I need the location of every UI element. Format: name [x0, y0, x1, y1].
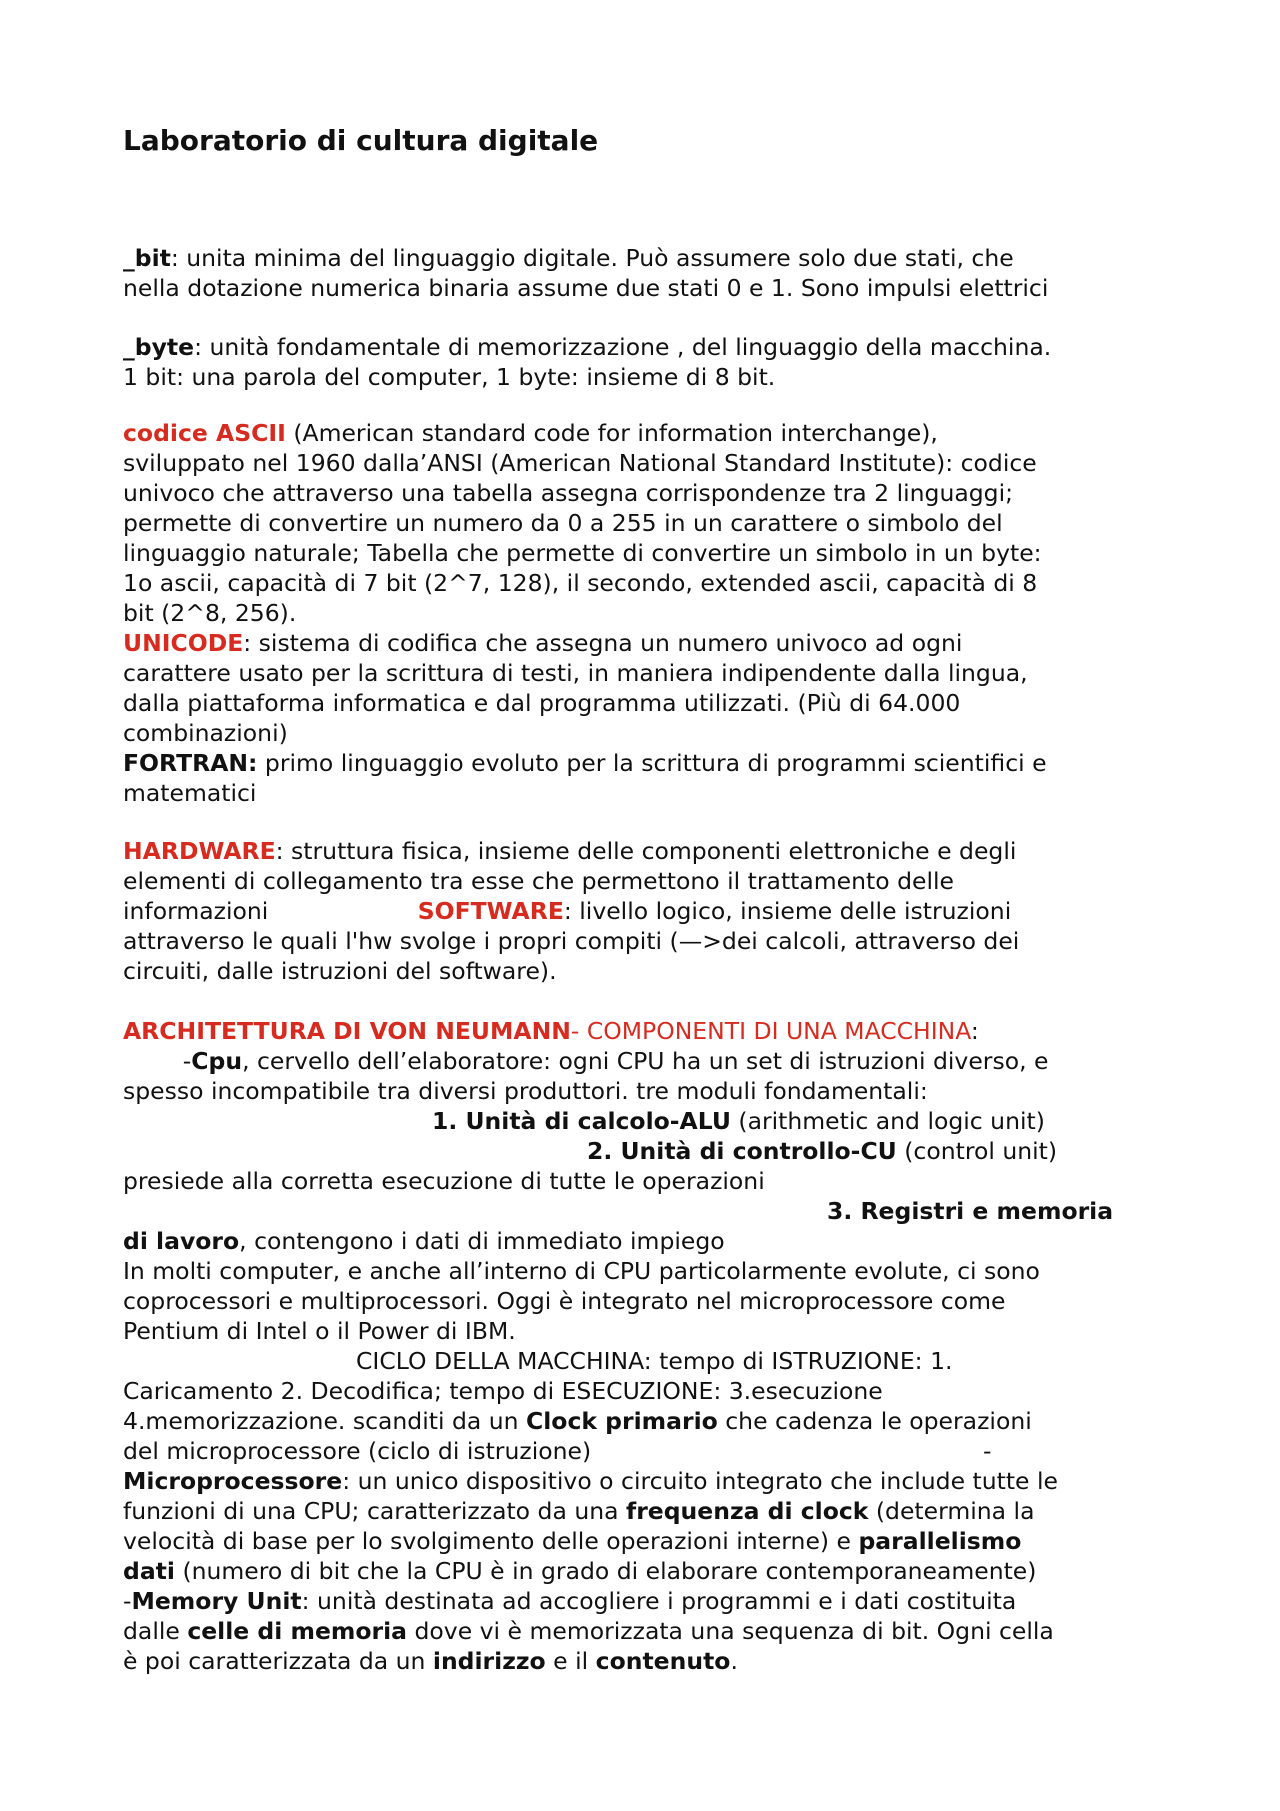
- text-run: funzioni di una CPU; caratterizzato da una: [123, 1497, 626, 1525]
- text-run: circuiti, dalle istruzioni del software).: [123, 957, 557, 985]
- bold-term: bit: [134, 244, 171, 272]
- text-run: che cadenza le operazioni: [717, 1407, 1032, 1435]
- bold-term: 2. Unità di controllo-CU: [587, 1137, 897, 1165]
- text-line: [123, 1226, 725, 1256]
- text-run: dalla piattaforma informatica e dal programma utilizzati. (Più di 64.000: [123, 689, 961, 717]
- text-line: [123, 1436, 992, 1466]
- document-title: Laboratorio di cultura digitale: [123, 124, 599, 157]
- text-line: [123, 688, 960, 718]
- text-run: (numero di bit che la CPU è in grado di elaborare contemporaneamente): [174, 1557, 1037, 1585]
- bold-term: 3. Registri e memoria: [827, 1197, 1114, 1225]
- text-run: , cervello dell’elaboratore: ogni CPU ha un set di istruzioni diverso, e: [242, 1047, 1049, 1075]
- bold-term: celle di memoria: [187, 1617, 408, 1645]
- text-run: CICLO DELLA MACCHINA: tempo di ISTRUZIONE: 1.: [356, 1347, 953, 1375]
- text-line: [123, 1256, 1040, 1286]
- bold-term: Memory Unit: [131, 1587, 302, 1615]
- text-run: : livello logico, insieme delle istruzioni: [563, 897, 1012, 925]
- text-run: (arithmetic and logic unit): [730, 1107, 1045, 1135]
- bold-term: indirizzo: [432, 1647, 546, 1675]
- text-run: elementi di collegamento tra esse che permettono il trattamento delle: [123, 867, 954, 895]
- text-run: matematici: [123, 779, 257, 807]
- text-line: [123, 508, 1003, 538]
- bold-term: frequenza di clock: [625, 1497, 869, 1525]
- highlighted-term: UNICODE: [123, 629, 244, 657]
- text-run: nella dotazione numerica binaria assume due stati 0 e 1. Sono impulsi elettrici: [123, 274, 1049, 302]
- text-run: : struttura fisica, insieme delle componenti elettroniche e degli: [275, 837, 1017, 865]
- text-line: [123, 1556, 1036, 1586]
- text-line: [123, 478, 1013, 508]
- text-run: carattere usato per la scrittura di testi, in maniera indipendente dalla lingua,: [123, 659, 1028, 687]
- highlighted-term: - COMPONENTI DI UNA MACCHINA: [570, 1017, 971, 1045]
- text-line: [827, 1196, 1113, 1226]
- text-line: [123, 598, 296, 628]
- text-run: bit (2^8, 256).: [123, 599, 297, 627]
- text-line: [123, 1526, 1021, 1556]
- text-line: [123, 418, 938, 448]
- text-run: coprocessori e multiprocessori. Oggi è integrato nel microprocessore come: [123, 1287, 1006, 1315]
- text-run: 4.memorizzazione. scanditi da un: [123, 1407, 526, 1435]
- text-line: [123, 896, 1011, 926]
- text-run: 1o ascii, capacità di 7 bit (2^7, 128), il secondo, extended ascii, capacità di 8: [123, 569, 1038, 597]
- text-line: [123, 448, 1037, 478]
- bold-term: Cpu: [191, 1047, 243, 1075]
- highlighted-term: SOFTWARE: [417, 897, 564, 925]
- text-run: linguaggio naturale; Tabella che permette di convertire un simbolo in un byte:: [123, 539, 1042, 567]
- text-line: [123, 1016, 979, 1046]
- text-run: è poi caratterizzata da un: [123, 1647, 433, 1675]
- text-run: Pentium di Intel o il Power di IBM.: [123, 1317, 516, 1345]
- text-run: 1 bit: una parola del computer, 1 byte: insieme di 8 bit.: [123, 363, 776, 391]
- text-line: [432, 1106, 1045, 1136]
- text-line: [123, 1166, 765, 1196]
- text-run: presiede alla corretta esecuzione di tutte le operazioni: [123, 1167, 765, 1195]
- text-run: : unita minima del linguaggio digitale. Può assumere solo due stati, che: [170, 244, 1014, 272]
- text-run: univoco che attraverso una tabella assegna corrispondenze tra 2 linguaggi;: [123, 479, 1014, 507]
- text-run: e il: [545, 1647, 596, 1675]
- text-run: : unità destinata ad accogliere i programmi e i dati costituita: [301, 1587, 1017, 1615]
- text-line: [123, 1046, 1048, 1076]
- text-run: del microprocessore (ciclo di istruzione): [123, 1437, 592, 1465]
- text-line: [123, 568, 1037, 598]
- text-run: spesso incompatibile tra diversi produttori. tre moduli fondamentali:: [123, 1077, 928, 1105]
- text-run: : unità fondamentale di memorizzazione , del linguaggio della macchina.: [194, 333, 1052, 361]
- bold-term: parallelismo: [858, 1527, 1022, 1555]
- text-line: [123, 836, 1016, 866]
- text-run: dalle: [123, 1617, 188, 1645]
- text-run: permette di convertire un numero da 0 a 255 in un carattere o simbolo del: [123, 509, 1003, 537]
- text-run: Caricamento 2. Decodifica; tempo di ESECUZIONE: 3.esecuzione: [123, 1377, 883, 1405]
- text-line: [123, 1376, 883, 1406]
- text-line: [123, 748, 1047, 778]
- text-line: [123, 1466, 1058, 1496]
- text-line: [123, 718, 288, 748]
- highlighted-term: ARCHITETTURA DI VON NEUMANN: [123, 1017, 571, 1045]
- bold-term: contenuto: [595, 1647, 731, 1675]
- text-line: [123, 658, 1028, 688]
- bold-term: _: [123, 244, 135, 272]
- text-line: [123, 1616, 1054, 1646]
- bold-term: _: [123, 333, 135, 361]
- text-line: [587, 1136, 1057, 1166]
- text-run: dove vi è memorizzata una sequenza di bit. Ogni cella: [407, 1617, 1054, 1645]
- text-line: [356, 1346, 953, 1376]
- highlighted-term: codice ASCII: [123, 419, 286, 447]
- text-line: [123, 1646, 738, 1676]
- text-line: [123, 538, 1042, 568]
- text-run: sviluppato nel 1960 dalla’ANSI (American National Standard Institute): codice: [123, 449, 1037, 477]
- text-line: [123, 243, 1014, 273]
- highlighted-term: HARDWARE: [123, 837, 276, 865]
- text-run: informazioni: [123, 897, 418, 925]
- text-line: [123, 1406, 1032, 1436]
- text-run: -: [983, 1437, 992, 1465]
- text-line: [123, 332, 1051, 362]
- bold-term: dati: [123, 1557, 175, 1585]
- text-line: [123, 362, 775, 392]
- bold-term: FORTRAN:: [123, 749, 258, 777]
- text-run: attraverso le quali l'hw svolge i propri compiti (—>dei calcoli, attraverso dei: [123, 927, 1020, 955]
- text-line: [123, 866, 954, 896]
- bold-term: Microprocessore: [123, 1467, 343, 1495]
- text-line: [123, 1286, 1005, 1316]
- bold-term: di lavoro: [123, 1227, 240, 1255]
- text-run: : un unico dispositivo o circuito integrato che include tutte le: [342, 1467, 1058, 1495]
- text-line: [123, 273, 1048, 303]
- text-run: , contengono i dati di immediato impiego: [239, 1227, 725, 1255]
- text-run: (American standard code for information interchange),: [285, 419, 938, 447]
- text-line: [123, 1586, 1016, 1616]
- bold-term: 1. Unità di calcolo-ALU: [432, 1107, 731, 1135]
- text-run: In molti computer, e anche all’interno di CPU particolarmente evolute, ci sono: [123, 1257, 1040, 1285]
- text-run: combinazioni): [123, 719, 288, 747]
- text-run: .: [730, 1647, 738, 1675]
- text-line: [123, 1316, 516, 1346]
- text-run: velocità di base per lo svolgimento delle operazioni interne) e: [123, 1527, 859, 1555]
- bold-term: byte: [134, 333, 195, 361]
- text-line: [123, 926, 1019, 956]
- text-run: -: [123, 1587, 132, 1615]
- text-line: [123, 778, 256, 808]
- bold-term: Clock primario: [526, 1407, 718, 1435]
- text-line: [123, 1076, 928, 1106]
- text-run: -: [123, 1047, 192, 1075]
- text-line: [123, 1496, 1034, 1526]
- text-run: :: [970, 1017, 979, 1045]
- text-run: (determina la: [868, 1497, 1035, 1525]
- text-run: (control unit): [896, 1137, 1058, 1165]
- text-run: : sistema di codifica che assegna un numero univoco ad ogni: [243, 629, 963, 657]
- text-line: [123, 628, 962, 658]
- text-line: [123, 956, 557, 986]
- text-run: primo linguaggio evoluto per la scrittura di programmi scientifici e: [257, 749, 1047, 777]
